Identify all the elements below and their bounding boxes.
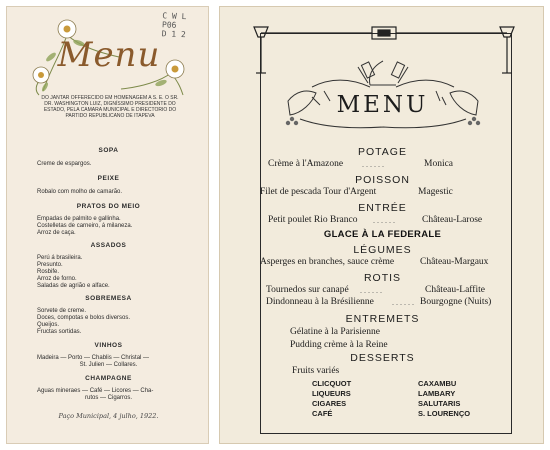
section-heading: DESSERTS bbox=[350, 352, 415, 364]
leader-dots: . . . . . . bbox=[362, 160, 384, 169]
leader-dots: . . . . . . bbox=[360, 286, 382, 295]
wine-item: Château-Margaux bbox=[420, 257, 489, 267]
leader-dots: . . . . . . bbox=[392, 298, 414, 307]
dish-item: Dindonneau à la Brésilienne bbox=[266, 297, 374, 307]
drinks-item: SALUTARIS bbox=[418, 399, 461, 408]
drinks-item: LAMBARY bbox=[418, 389, 456, 398]
section-heading: ENTREMETS bbox=[345, 313, 420, 325]
section-heading: POTAGE bbox=[358, 146, 407, 158]
section-heading: SOPA bbox=[98, 147, 119, 154]
dish-item: Petit poulet Rio Branco bbox=[268, 215, 358, 225]
section-heading: PRATOS DO MEIO bbox=[76, 203, 141, 210]
dish-item: Gélatine à la Parisienne bbox=[290, 327, 380, 337]
right-menu-card bbox=[219, 6, 544, 444]
section-heading: POISSON bbox=[355, 174, 410, 186]
dish-item: Doces, compotas e bolos diversos. bbox=[37, 315, 131, 321]
dish-item: Pudding crème à la Reine bbox=[290, 340, 388, 350]
drinks-item: CLICQUOT bbox=[312, 379, 352, 388]
menu-footer: Paço Municipal, 4 julho, 1922. bbox=[58, 412, 159, 420]
dish-item: Saladas de agrião e alface. bbox=[37, 283, 110, 289]
leader-dots: . . . . . . bbox=[373, 216, 395, 225]
section-heading: ASSADOS bbox=[90, 242, 127, 249]
dish-item: Robalo com molho de camarão. bbox=[37, 189, 123, 195]
section-heading: PEIXE bbox=[97, 175, 120, 182]
dish-item: Tournedos sur canapé bbox=[266, 285, 349, 295]
section-heading: ENTRÉE bbox=[358, 202, 407, 214]
dish-item: Fructas sortidas. bbox=[37, 329, 82, 335]
dish-item: Sorvete de creme. bbox=[37, 308, 87, 314]
section-heading: VINHOS bbox=[94, 342, 123, 349]
dish-item: Presunto. bbox=[37, 262, 63, 268]
dish-item: Creme de espargos. bbox=[37, 161, 92, 167]
drinks-list-right bbox=[418, 379, 470, 419]
dish-item: Fruits variés bbox=[292, 366, 340, 376]
wine-item: Magestic bbox=[418, 187, 453, 197]
drinks-item: Aguas mineraes — Café — Licores — Cha- bbox=[37, 388, 154, 394]
handwritten-line: D 1 2 bbox=[161, 29, 186, 40]
dish-item: Asperges en branches, sauce crème bbox=[260, 257, 395, 267]
wine-item: Château-Larose bbox=[422, 215, 483, 225]
wine-item: Madeira — Porto — Chablis — Christal — bbox=[37, 355, 150, 361]
dish-item: Empadas de palmito e gallinha. bbox=[37, 216, 121, 222]
dish-item: Arroz de forno. bbox=[37, 276, 77, 282]
section-heading: LÉGUMES bbox=[353, 244, 412, 256]
dish-item: Crème à l'Amazone bbox=[268, 159, 344, 169]
dish-item: Arroz de caça. bbox=[37, 230, 76, 236]
menu-title: Menu bbox=[57, 35, 161, 75]
menu-title: MENU bbox=[336, 92, 429, 118]
left-menu-card bbox=[6, 6, 209, 444]
dish-item: Rosbife. bbox=[37, 269, 60, 275]
section-heading: CHAMPAGNE bbox=[85, 375, 132, 382]
handwritten-line: P06 bbox=[161, 20, 177, 30]
drinks-list-left bbox=[312, 379, 351, 419]
drinks-item: LIQUEURS bbox=[312, 389, 351, 398]
drinks-item: CAFÉ bbox=[312, 409, 333, 418]
menu-intro: DO JANTAR OFFERECIDO EM HOMENAGEM A S. E. O SR. DR. WASHINGTON LUIZ, DIGNÍSSIMO PRESIDENTE DO ESTADO, PELA CAMARA MUNICIPAL E DIRECTORIO DO PARTIDO REPUBLICANO DE ITAPEVA bbox=[41, 95, 179, 119]
drinks-item: CIGARES bbox=[312, 399, 347, 408]
section-heading: SOBREMESA bbox=[85, 295, 132, 302]
dish-item: Filet de pescada Tour d'Argent bbox=[260, 187, 377, 197]
section-heading: ROTIS bbox=[363, 272, 402, 284]
drinks-item: S. LOURENÇO bbox=[418, 409, 471, 418]
wine-item: Château-Laffite bbox=[425, 285, 485, 295]
dish-item: Perú á brasileira. bbox=[37, 255, 83, 261]
dish-item: Costelletas de carneiro, á milaneza. bbox=[37, 223, 133, 229]
drinks-item: rutos — Cigarros. bbox=[84, 395, 132, 401]
wine-item: Monica bbox=[424, 159, 454, 169]
drinks-item: CAXAMBU bbox=[418, 379, 457, 388]
wine-item: St. Julien — Collares. bbox=[79, 362, 138, 368]
dish-item: Queijos. bbox=[37, 322, 60, 328]
handwritten-line: C W L bbox=[162, 11, 187, 22]
special-dish: GLACE À LA FEDERALE bbox=[323, 229, 442, 240]
wine-item: Bourgogne (Nuits) bbox=[420, 297, 492, 307]
